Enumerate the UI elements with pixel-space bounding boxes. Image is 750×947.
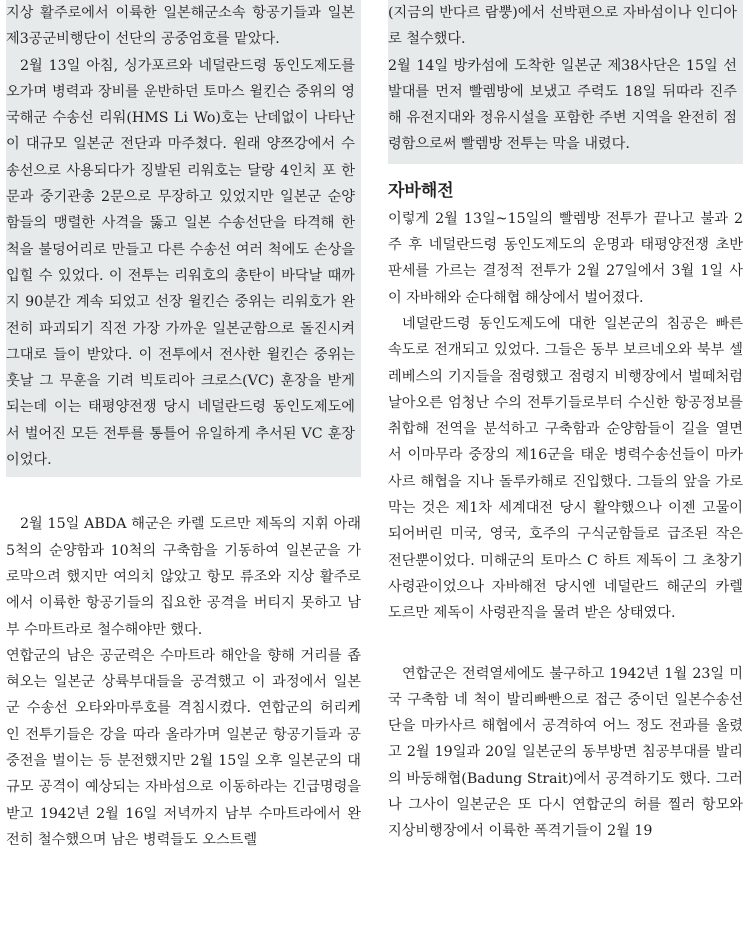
paragraph-cover: 지상 활주로에서 이륙한 일본해군소속 항공기들과 일본 제3공군비행단이 선단의 공중엄호를 맡았다. — [6, 5, 355, 48]
highlighted-passage — [6, 0, 361, 477]
paragraph-allied-air: 연합군의 남은 공군력은 수마트라 해안을 향해 거리를 좁혀오는 일본군 상륙부대들을 공격했고 이 과정에서 일본군 수송선 오타와마루호를 격침시켰다. 연합군의 허리케인 전투기들은 강을 따라 올라가며 일본군 항공기들과 공중전을 벌이는 등 분전했지만 2월 15일 오후 일본군의 대규모 공격이 예상되는 자바섬으로 이동하라는 긴급명령을 받고 1942년 2월 16일 저녁까지 남부 수마트라에서 완전히 철수했으며 남은 병력들도 오스트렐 — [6, 647, 361, 848]
paragraph-invasion: 네덜란드령 동인도제도에 대한 일본군의 침공은 빠른 속도로 전개되고 있었다. 그들은 동부 보르네오와 북부 셀레베스의 기지들을 점령했고 점령지 비행장에서 벌떼처럼 날아오른 엄청난 수의 전투기들로부터 수신한 항공정보를 취합해 전역을 분석하고 구축함과 순양함들이 길을 열면서 이마무라 중장의 제16군을 태운 병력수송선들이 마카사르 해협을 지나 돌루카해로 진입했다. 그들의 앞을 가로막는 것은 제1차 세계대전 당시 활약했으나 이젠 고물이 되어버린 미국, 영국, 호주의 구식군함들로 급조된 작은 전단뿐이었다. 미해군의 토마스 C 하트 제독이 그 초창기 사령관이었으나 자바해전 당시엔 네덜란드 해군의 카렐 도르만 제독이 사령관직을 물려 받은 상태였다. — [388, 315, 743, 622]
right-column — [388, 0, 743, 845]
highlighted-passage-right — [388, 0, 743, 164]
paragraph-java-sea-intro: 이렇게 2월 13일~15일의 빨렘방 전투가 끝나고 불과 2주 후 네덜란드령 동인도제도의 운명과 태평양전쟁 초반 판세를 가르는 결정적 전투가 2월 27일에서 3월 1일 사이 자바해와 순다해협 해상에서 벌어졌다. — [388, 210, 743, 306]
paragraph-palembang-end: 2월 14일 방카섬에 도착한 일본군 제38사단은 15일 선발대를 먼저 빨렘방에 보냈고 주력도 18일 뒤따라 진주해 유전지대와 정유시설을 포함한 주변 지역을 완전히 점령함으로써 빨렘방 전투는 막을 내렸다. — [388, 57, 737, 153]
left-column — [6, 0, 361, 853]
paragraph-allied-attacks: 연합군은 전력열세에도 불구하고 1942년 1월 23일 미국 구축함 네 척이 발리빠빤으로 접근 중이던 일본수송선단을 마카사르 해협에서 공격하여 어느 정도 전과를 올렸고 2월 19일과 20일 일본군의 동부방면 침공부대를 발리의 바둥해협(Badung Strait)에서 공격하기도 했다. 그러나 그사이 일본군은 또 다시 연합군의 허를 찔러 항모와 지상비행장에서 이륙한 폭격기들이 2월 19 — [388, 665, 743, 840]
paragraph-withdrawal: (지금의 반다르 람뿡)에서 선박편으로 자바섬이나 인디아로 철수했다. — [388, 5, 737, 48]
paragraph-abda-navy: 2월 15일 ABDA 해군은 카렐 도르만 제독의 지휘 아래 5척의 순양함과 10척의 구축함을 기동하여 일본군을 가로막으려 했지만 여의치 않았고 항모 류조와 지상 활주로에서 이륙한 항공기들의 집요한 공격을 버티지 못하고 남부 수마트라로 철수해야만 했다. — [6, 516, 361, 638]
paragraph-li-wo: 2월 13일 아침, 싱가포르와 네덜란드령 동인도제도를 오가며 병력과 장비를 운반하던 토마스 윌킨슨 중위의 영국해군 수송선 리워(HMS Li Wo)호는 난데없이 나타난 이 대규모 일본군 전단과 마주쳤다. 원래 양쯔강에서 수송선으로 사용되다가 징발된 리워호는 달랑 4인치 포 한 문과 중기관총 2문으로 무장하고 있었지만 일본군 순양함들의 맹렬한 사격을 뚫고 일본 수송선단을 타격해 한 척을 불덩어리로 만들고 다른 수송선 여러 척에도 손상을 입힐 수 있었다. 이 전투는 리워호의 총탄이 바닥날 때까지 90분간 계속 되었고 선장 윌킨슨 중위는 리워호가 완전히 파괴되기 직전 가장 가까운 일본군함으로 돌진시켜 그대로 들이 받았다. 이 전투에서 전사한 윌킨슨 중위는 훗날 그 무훈을 기려 빅토리아 크로스(VC) 훈장을 받게 되는데 이는 태평양전쟁 당시 네덜란드령 동인도제도에서 벌어진 모든 전투를 통틀어 유일하게 추서된 VC 훈장이었다. — [6, 57, 355, 469]
section-heading: 자바해전 — [388, 180, 454, 201]
